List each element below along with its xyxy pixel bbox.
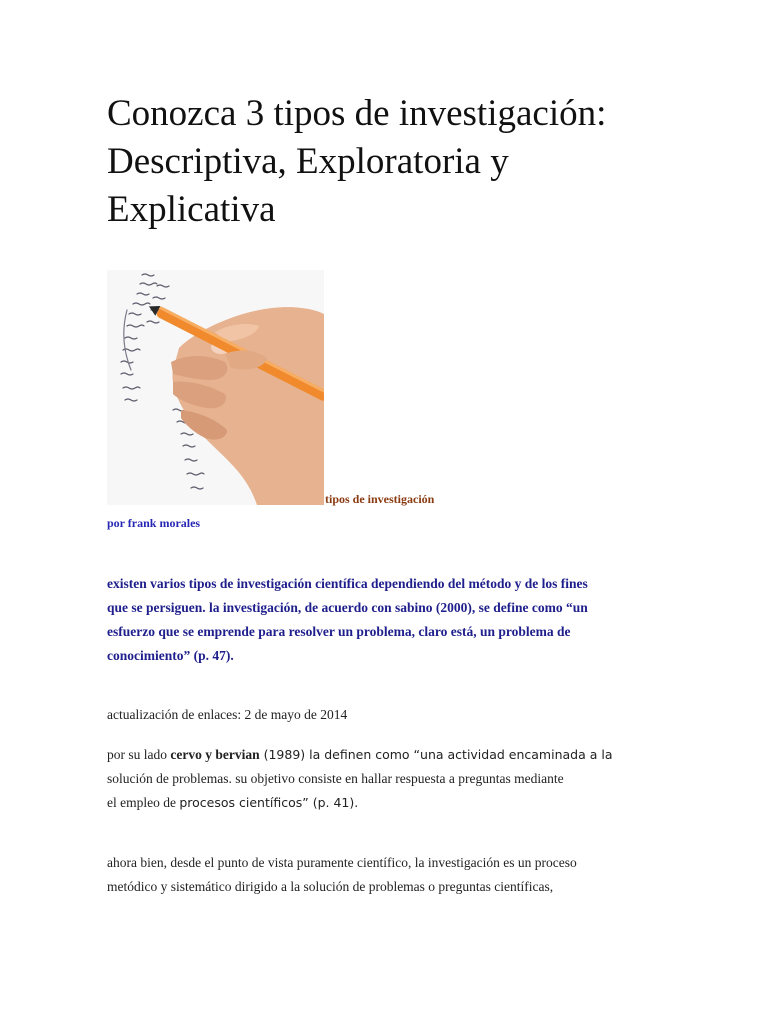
- paragraph-cervo-bervian: [107, 743, 667, 815]
- intro-line-3: esfuerzo que se emprende para resolver un problema, claro está, un problema de: [107, 624, 571, 639]
- para2-line-1: ahora bien, desde el punto de vista puramente científico, la investigación es un proceso: [107, 855, 577, 870]
- para1-line-3: [107, 791, 667, 815]
- para1-line-1: [107, 743, 667, 767]
- para1-line-2: solución de problemas. su objetivo consiste en hallar respuesta a preguntas mediante: [107, 771, 564, 786]
- update-note: actualización de enlaces: 2 de mayo de 2014: [107, 707, 348, 722]
- para2-line-2: metódico y sistemático dirigido a la solución de problemas o preguntas científicas,: [107, 879, 554, 894]
- title-line-1: Conozca 3 tipos de investigación:: [107, 93, 607, 134]
- title-line-2: Descriptiva, Exploratoria y: [107, 141, 509, 182]
- intro-line-1: existen varios tipos de investigación científica dependiendo del método y de los fines: [107, 576, 588, 591]
- hand-writing-photo: [107, 270, 324, 505]
- para1-prefix: por su lado: [107, 747, 171, 762]
- paragraph-scientific-process: [107, 851, 667, 899]
- para1-authors: cervo y bervian: [170, 747, 260, 762]
- intro-paragraph: [107, 572, 667, 668]
- article-title: [107, 90, 707, 234]
- para1-line3-a: el empleo de: [107, 795, 180, 810]
- para1-rest: (1989) la definen como “una actividad encaminada a la: [259, 747, 613, 762]
- para1-line3-b: procesos científicos” (p. 41).: [179, 795, 359, 810]
- image-caption[interactable]: tipos de investigación: [325, 492, 435, 506]
- author-byline[interactable]: por frank morales: [107, 516, 201, 530]
- intro-line-4: conocimiento” (p. 47).: [107, 648, 234, 663]
- title-line-3: Explicativa: [107, 189, 276, 230]
- intro-line-2: que se persiguen. la investigación, de acuerdo con sabino (2000), se define como “un: [107, 600, 588, 615]
